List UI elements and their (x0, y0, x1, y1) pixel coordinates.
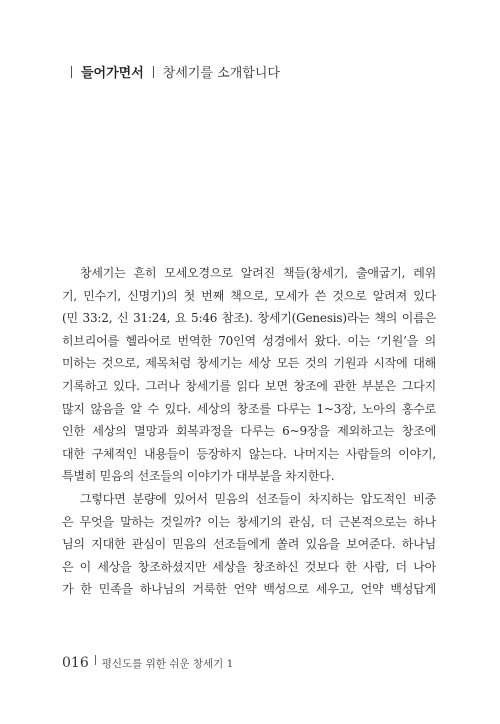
header-divider (153, 66, 154, 78)
page-footer (62, 655, 233, 671)
text-line: 그렇다면 분량에 있어서 믿음의 선조들이 차지하는 압도적인 비중 (80, 491, 436, 506)
text-line: (민 33:2, 신 31:24, 요 5:46 참조). 창세기(Genesis)라는 책의 이름은 (62, 311, 436, 326)
book-title: 평신도를 위한 쉬운 창세기 1 (101, 657, 234, 670)
text-line: 은 무엇을 말하는 것일까? 이는 창세기의 관심, 더 근본적으로는 하나 (62, 514, 436, 529)
text-line: 많지 않음을 알 수 있다. 세상의 창조를 다루는 1~3장, 노아의 홍수로 (62, 401, 436, 416)
text-line: 미하는 것으로, 제목처럼 창세기는 세상 모든 것의 기원과 시작에 대해 (62, 356, 436, 371)
text-line: 대한 구체적인 내용들이 등장하지 않는다. 나머지는 사람들의 이야기, (62, 446, 436, 461)
text-line: 기록하고 있다. 그러나 창세기를 읽다 보면 창조에 관한 부분은 그다지 (62, 378, 436, 393)
text-line: 인한 세상의 멸망과 회복과정을 다루는 6~9장을 제외하고는 창조에 (62, 424, 436, 439)
page-number: 016 (62, 655, 89, 671)
header-title: 창세기를 소개합니다 (162, 66, 280, 81)
text-line: 기, 민수기, 신명기)의 첫 번째 책으로, 모세가 쓴 것으로 알려져 있다 (62, 288, 436, 303)
text-line: 은 이 세상을 창조하셨지만 세상을 창조하신 것보다 한 사람, 더 나아 (62, 559, 436, 574)
body-text (62, 262, 436, 601)
text-line: 창세기는 흔히 모세오경으로 알려진 책들(창세기, 출애굽기, 레위 (80, 266, 436, 280)
text-line: 님의 지대한 관심이 믿음의 선조들에게 쏠려 있음을 보여준다. 하나님 (62, 537, 436, 552)
paragraph (62, 262, 436, 488)
text-line: 히브리어를 헬라어로 번역한 70인역 성경에서 왔다. 이는 ‘기원’을 의 (62, 333, 436, 348)
footer-divider (95, 655, 96, 665)
text-line: 가 한 민족을 하나님의 거룩한 언약 백성으로 세우고, 언약 백성답게 (62, 582, 436, 597)
paragraph (62, 488, 436, 601)
header-section: 들어가면서 (81, 66, 144, 81)
running-header (62, 62, 280, 81)
text-line: 특별히 믿음의 선조들의 이야기가 대부분을 차지한다. (62, 469, 335, 484)
header-divider (71, 66, 72, 78)
